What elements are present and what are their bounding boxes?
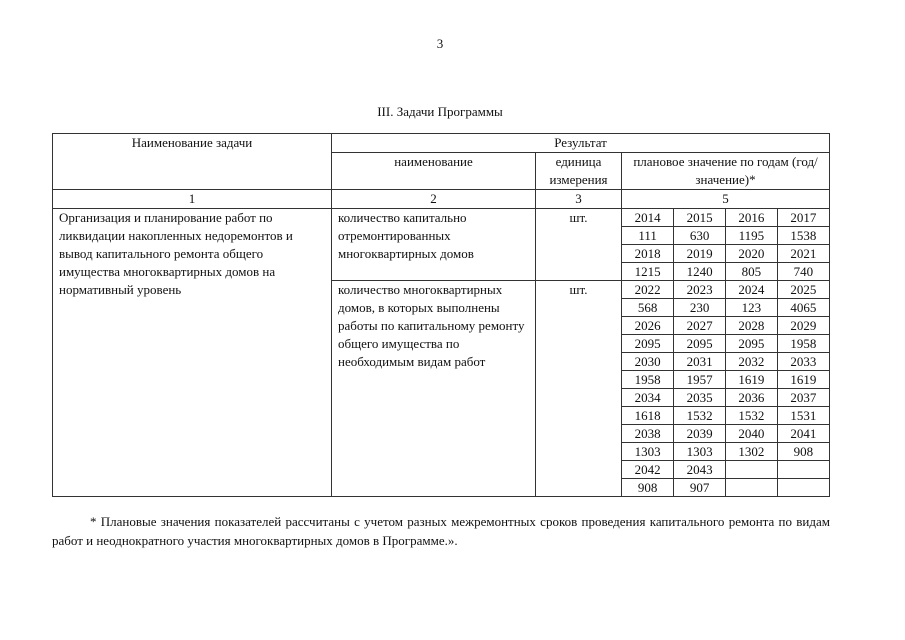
value-cell: 1958 xyxy=(777,335,829,353)
year-cell: 2027 xyxy=(674,317,726,335)
value-cell: 1957 xyxy=(674,371,726,389)
value-cell: 1532 xyxy=(674,407,726,425)
year-cell: 2032 xyxy=(726,353,778,371)
value-cell: 1618 xyxy=(622,407,674,425)
value-cell: 4065 xyxy=(777,299,829,317)
header-indicator-name: наименование xyxy=(332,153,536,190)
planned-values-grid xyxy=(622,209,829,280)
column-number: 5 xyxy=(622,190,830,209)
value-cell: 740 xyxy=(777,263,829,281)
value-cell: 1195 xyxy=(726,227,778,245)
page-number: 3 xyxy=(436,36,444,51)
planned-values-row xyxy=(622,425,829,443)
year-cell: 2021 xyxy=(777,245,829,263)
year-cell: 2035 xyxy=(674,389,726,407)
indicator-unit: шт. xyxy=(536,209,622,281)
value-cell: 1303 xyxy=(674,443,726,461)
value-cell: 1240 xyxy=(674,263,726,281)
column-number: 3 xyxy=(536,190,622,209)
value-cell: 1958 xyxy=(622,371,674,389)
header-task-name: Наименование задачи xyxy=(53,134,332,190)
planned-values-row xyxy=(622,389,829,407)
planned-values-row xyxy=(622,245,829,263)
value-cell: 2095 xyxy=(674,335,726,353)
year-cell: 2018 xyxy=(622,245,674,263)
year-cell: 2019 xyxy=(674,245,726,263)
planned-values-cell xyxy=(622,281,830,497)
planned-values-row xyxy=(622,353,829,371)
tasks-table xyxy=(52,133,830,497)
planned-values-row xyxy=(622,209,829,227)
header-result: Результат xyxy=(332,134,830,153)
value-cell xyxy=(726,479,778,497)
planned-values-row xyxy=(622,281,829,299)
value-cell: 2095 xyxy=(726,335,778,353)
value-cell: 907 xyxy=(674,479,726,497)
year-cell: 2034 xyxy=(622,389,674,407)
indicator-unit: шт. xyxy=(536,281,622,497)
planned-values-row xyxy=(622,461,829,479)
year-cell: 2033 xyxy=(777,353,829,371)
value-cell: 1532 xyxy=(726,407,778,425)
year-cell: 2022 xyxy=(622,281,674,299)
year-cell: 2038 xyxy=(622,425,674,443)
section-title: III. Задачи Программы xyxy=(377,104,503,119)
value-cell: 1215 xyxy=(622,263,674,281)
value-cell: 908 xyxy=(777,443,829,461)
year-cell: 2031 xyxy=(674,353,726,371)
footnote: * Плановые значения показателей рассчитаны с учетом разных межремонтных сроков проведения капитального ремонта по видам работ и неоднократного участия многоквартирных домов в Программе.». xyxy=(52,514,830,548)
year-cell: 2028 xyxy=(726,317,778,335)
value-cell: 1302 xyxy=(726,443,778,461)
value-cell xyxy=(777,479,829,497)
year-cell xyxy=(726,461,778,479)
year-cell: 2036 xyxy=(726,389,778,407)
header-unit: единица измерения xyxy=(536,153,622,190)
year-cell: 2023 xyxy=(674,281,726,299)
value-cell: 1619 xyxy=(726,371,778,389)
value-cell: 111 xyxy=(622,227,674,245)
value-cell: 908 xyxy=(622,479,674,497)
indicator-name: количество капитально отремонтированных многоквартирных домов xyxy=(332,209,536,281)
planned-values-row xyxy=(622,317,829,335)
header-planned-values: плановое значение по годам (год/значение)* xyxy=(622,153,830,190)
year-cell: 2016 xyxy=(726,209,778,227)
value-cell: 2095 xyxy=(622,335,674,353)
planned-values-row xyxy=(622,335,829,353)
value-cell: 805 xyxy=(726,263,778,281)
year-cell: 2024 xyxy=(726,281,778,299)
year-cell xyxy=(777,461,829,479)
value-cell: 230 xyxy=(674,299,726,317)
year-cell: 2041 xyxy=(777,425,829,443)
value-cell: 568 xyxy=(622,299,674,317)
planned-values-row xyxy=(622,371,829,389)
year-cell: 2015 xyxy=(674,209,726,227)
year-cell: 2014 xyxy=(622,209,674,227)
value-cell: 1303 xyxy=(622,443,674,461)
year-cell: 2025 xyxy=(777,281,829,299)
planned-values-row xyxy=(622,443,829,461)
year-cell: 2030 xyxy=(622,353,674,371)
value-cell: 123 xyxy=(726,299,778,317)
planned-values-row xyxy=(622,263,829,281)
task-description: Организация и планирование работ по ликвидации накопленных недоремонтов и вывод капитального ремонта общего имущества многоквартирных домов на нормативный уровень xyxy=(53,209,332,497)
year-cell: 2039 xyxy=(674,425,726,443)
planned-values-row xyxy=(622,227,829,245)
planned-values-grid xyxy=(622,281,829,496)
value-cell: 1531 xyxy=(777,407,829,425)
year-cell: 2017 xyxy=(777,209,829,227)
planned-values-row xyxy=(622,299,829,317)
year-cell: 2029 xyxy=(777,317,829,335)
value-cell: 1538 xyxy=(777,227,829,245)
year-cell: 2026 xyxy=(622,317,674,335)
indicator-name: количество многоквартирных домов, в которых выполнены работы по капитальному ремонту общего имущества по необходимым видам работ xyxy=(332,281,536,497)
year-cell: 2043 xyxy=(674,461,726,479)
planned-values-cell xyxy=(622,209,830,281)
value-cell: 630 xyxy=(674,227,726,245)
planned-values-row xyxy=(622,407,829,425)
planned-values-row xyxy=(622,479,829,497)
column-number: 1 xyxy=(53,190,332,209)
value-cell: 1619 xyxy=(777,371,829,389)
year-cell: 2020 xyxy=(726,245,778,263)
year-cell: 2040 xyxy=(726,425,778,443)
year-cell: 2042 xyxy=(622,461,674,479)
year-cell: 2037 xyxy=(777,389,829,407)
column-number: 2 xyxy=(332,190,536,209)
